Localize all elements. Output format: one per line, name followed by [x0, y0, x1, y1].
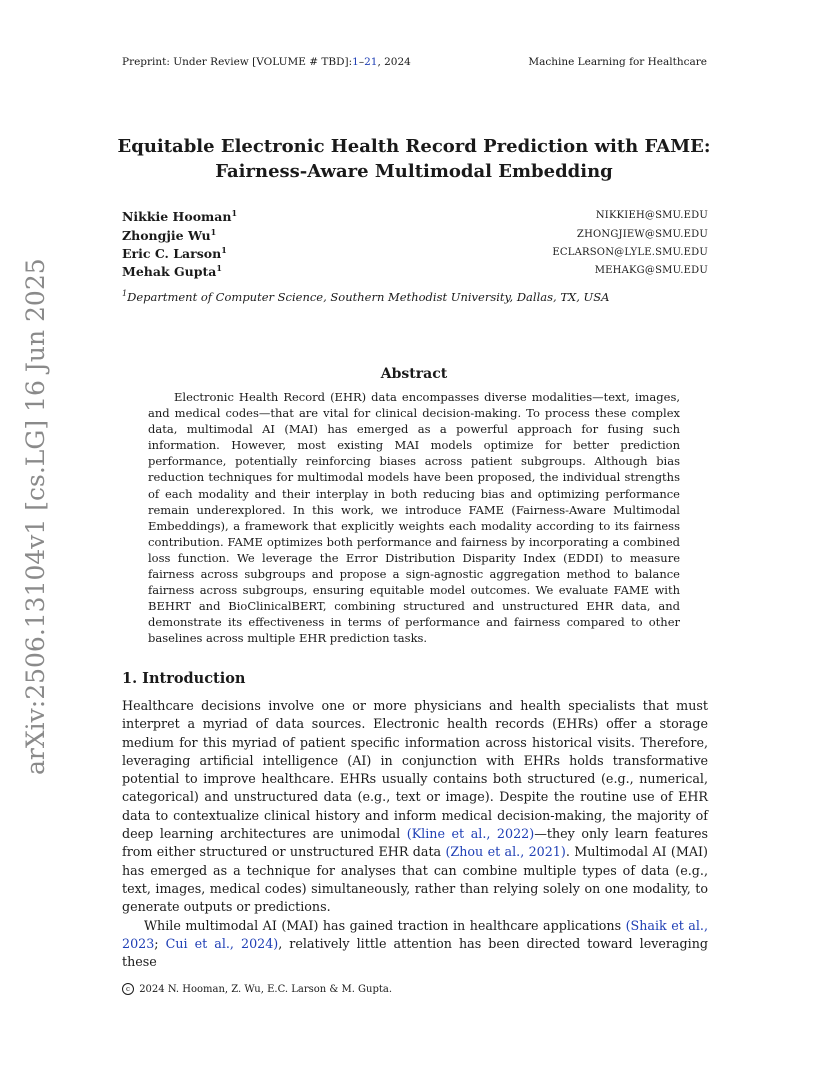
author-email: MEHAKG@SMU.EDU: [594, 265, 708, 276]
paragraph: Healthcare decisions involve one or more physicians and health specialists that must interpret a myriad of data sources. Electronic health records (EHRs) offer a storage medium for this myriad of patient specific information across historical visits. Therefore, leveraging artificial intelligence (AI) in conjunction with EHRs holds transformative potential to improve healthcare. EHRs usually contains both structured (e.g., numerical, categorical) and unstructured data (e.g., text or image). Despite the routine use of EHR data to contextualize clinical history and inform medical decision-making, the majority of deep learning architectures are unimodal (Kline et al., 2022)—they only learn features from either structured or unstructured EHR data (Zhou et al., 2021). Multimodal AI (MAI) has emerged as a technique for analyses that can combine multiple types of data (e.g., text, images, medical codes) simultaneously, rather than relying solely on one modality, to generate outputs or predictions.: [122, 698, 709, 915]
paper-title: [100, 134, 728, 184]
citation-link[interactable]: Cui et al., 2024): [165, 935, 279, 951]
arxiv-stamp[interactable]: arXiv:2506.13104v1 [cs.LG] 16 Jun 2025: [21, 258, 50, 775]
author-row: [122, 208, 708, 227]
citation-link[interactable]: (Zhou et al., 2021): [445, 844, 566, 860]
author-name: Zhongjie Wu$^1$: [122, 227, 217, 244]
author-name: Eric C. Larson$^1$: [122, 245, 227, 262]
abstract-body: Electronic Health Record (EHR) data encompasses diverse modalities—text, images, and medical codes—that are vital for clinical decision-making. To process these complex data, multimodal AI (MAI) has emerged as a powerful approach for fusing such information. However, most existing MAI models optimize for better prediction performance, potentially reinforcing biases across patient subgroups. Although bias reduction techniques for multimodal models have been proposed, the individual strengths of each modality and their interplay in both reducing bias and optimizing performance remain underexplored. In this work, we introduce FAME (Fairness-Aware Multimodal Embeddings), a framework that explicitly weights each modality according to its fairness contribution. FAME optimizes both performance and fairness by incorporating a combined loss function. We leverage the Error Distribution Disparity Index (EDDI) to measure fairness across subgroups and propose a sign-agnostic aggregation method to balance fairness across subgroups, ensuring equitable model outcomes. We evaluate FAME with BEHRT and BioClinicalBERT, combining structured and unstructured EHR data, and demonstrate its effectiveness in terms of performance and fairness compared to other baselines across multiple EHR prediction tasks.: [148, 390, 680, 646]
author-email: ECLARSON@LYLE.SMU.EDU: [552, 247, 708, 258]
author-row: [122, 263, 708, 282]
author-name: Nikkie Hooman$^1$: [122, 208, 238, 225]
author-name: Mehak Gupta$^1$: [122, 263, 222, 280]
citation-link[interactable]: (Shaik et al., 2023: [122, 917, 708, 951]
section-heading: 1. Introduction: [122, 670, 246, 687]
paper-title-line-2: Fairness-Aware Multimodal Embedding: [215, 161, 613, 182]
abstract-heading: Abstract: [380, 366, 448, 382]
affiliation: $^1$Department of Computer Science, Southern Methodist University, Dallas, TX, USA: [122, 289, 610, 304]
page-end-link[interactable]: 21: [364, 56, 378, 68]
copyright-footer: c 2024 N. Hooman, Z. Wu, E.C. Larson & M. Gupta.: [122, 983, 392, 995]
running-header-left: Preprint: Under Review [VOLUME # TBD]:1–21, 2024: [122, 56, 411, 68]
author-email: NIKKIEH@SMU.EDU: [595, 210, 708, 221]
copyright-icon: c: [122, 983, 134, 995]
author-email: ZHONGJIEW@SMU.EDU: [576, 229, 708, 240]
introduction-body: [122, 697, 708, 971]
paper-title-line-1: Equitable Electronic Health Record Prediction with FAME:: [117, 136, 711, 157]
paragraph: While multimodal AI (MAI) has gained traction in healthcare applications (Shaik et al., 2023; Cui et al., 2024), relatively little attention has been directed toward leveraging these: [122, 917, 708, 970]
citation-link[interactable]: (Kline et al., 2022): [406, 826, 535, 842]
page-start-link[interactable]: 1: [352, 56, 359, 68]
author-row: [122, 245, 708, 264]
running-header-right: Machine Learning for Healthcare: [528, 56, 707, 68]
author-row: [122, 227, 708, 246]
